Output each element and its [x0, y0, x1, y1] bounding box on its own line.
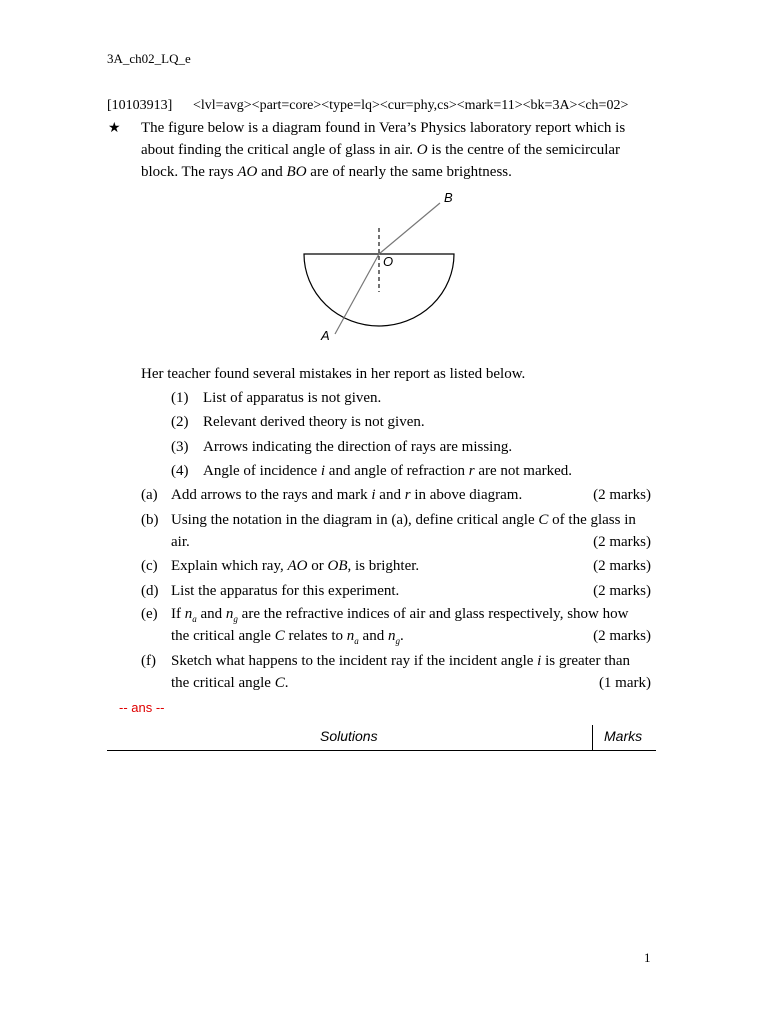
part-e-label: (e) [141, 606, 158, 622]
star-icon: ★ [108, 121, 121, 136]
mistake-text: Arrows indicating the direction of rays are missing. [203, 439, 513, 455]
part-e-marks: (2 marks) [593, 628, 651, 644]
ray-ao [335, 254, 379, 334]
question-tags: <lvl=avg><part=core><type=lq><cur=phy,cs><mark=11><bk=3A><ch=02> [193, 98, 629, 113]
table-column-divider [592, 725, 593, 750]
part-f-text: Sketch what happens to the incident ray if the incident angle i is greater than [171, 653, 631, 669]
part-b-label: (b) [141, 512, 159, 528]
answer-marker: -- ans -- [119, 700, 165, 715]
marks-column-header: Marks [604, 728, 643, 744]
label-o: O [383, 254, 394, 269]
mistake-text: Relevant derived theory is not given. [203, 414, 425, 430]
semicircular-block-diagram [290, 185, 470, 345]
ray-bo [379, 203, 440, 254]
page-number: 1 [644, 950, 651, 965]
intro-line-2: about finding the critical angle of glass in air. O is the centre of the semicircular [141, 142, 621, 158]
part-a-label: (a) [141, 487, 158, 503]
part-d-label: (d) [141, 583, 159, 599]
part-b-text-line2: air. [171, 534, 190, 550]
part-f-marks: (1 mark) [598, 675, 651, 691]
part-c-text: Explain which ray, AO or OB, is brighter. [171, 558, 420, 574]
part-a-text: Add arrows to the rays and mark i and r in above diagram. [171, 487, 523, 503]
part-d-marks: (2 marks) [593, 583, 651, 599]
label-b: B [444, 190, 453, 205]
document-header: 3A_ch02_LQ_e [107, 51, 191, 66]
part-b-marks: (2 marks) [593, 534, 651, 550]
part-c-label: (c) [141, 558, 158, 574]
solutions-column-header: Solutions [320, 728, 378, 744]
part-f-label: (f) [141, 653, 156, 669]
part-c-marks: (2 marks) [593, 558, 651, 574]
table-header-rule [107, 750, 656, 751]
mistake-num: (3) [171, 439, 189, 455]
intro-line-1: The figure below is a diagram found in Vera’s Physics laboratory report which is [141, 120, 626, 136]
intro-line-3: block. The rays AO and BO are of nearly the same brightness. [141, 164, 512, 180]
part-b-text: Using the notation in the diagram in (a), define critical angle C of the glass in [171, 512, 636, 528]
mistake-num: (4) [171, 463, 189, 479]
question-id: [10103913] [107, 98, 173, 113]
mistakes-intro: Her teacher found several mistakes in her report as listed below. [141, 366, 526, 382]
label-a: A [321, 328, 330, 343]
part-e-text: If $n_a$ and $n_g$ are the refractive indices of air and glass respectively, show how [171, 606, 629, 624]
part-a-marks: (2 marks) [593, 487, 651, 503]
mistake-text: List of apparatus is not given. [203, 390, 382, 406]
part-e-text-line2: the critical angle C relates to $n_a$ and $n_g$. [171, 628, 404, 646]
part-f-text-line2: the critical angle C. [171, 675, 289, 691]
part-d-text: List the apparatus for this experiment. [171, 583, 400, 599]
mistake-num: (2) [171, 414, 189, 430]
mistake-num: (1) [171, 390, 189, 406]
mistake-text: Angle of incidence i and angle of refraction r are not marked. [203, 463, 573, 479]
